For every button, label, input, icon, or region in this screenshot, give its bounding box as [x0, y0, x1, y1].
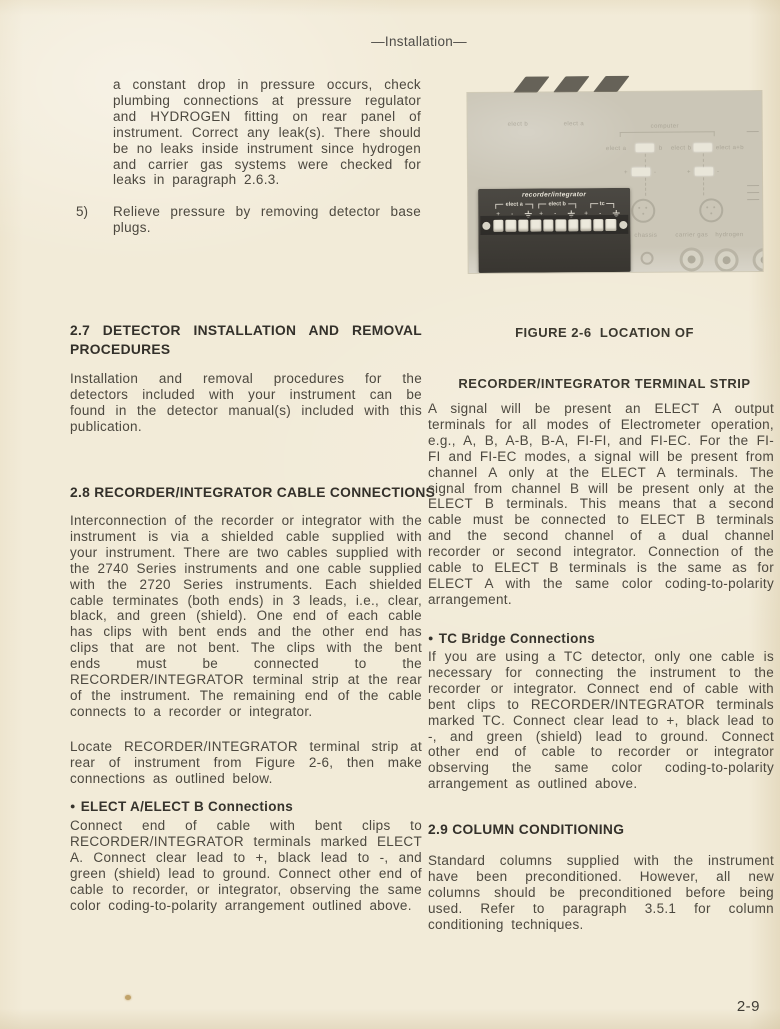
panel-dashed-line	[645, 154, 646, 168]
hydrogen-fitting-icon	[715, 248, 739, 272]
panel-label-hydrogen: hydrogen	[715, 232, 744, 239]
strip-group-label: elect a	[505, 201, 523, 208]
polarity-minus: -	[653, 169, 657, 176]
section-2-9-heading: 2.9 COLUMN CONDITIONING	[428, 822, 625, 837]
bullet-icon: ●	[70, 801, 76, 811]
strip-group-label: elect b	[548, 201, 566, 208]
tc-bridge-body: If you are using a TC detector, only one cable is necessary for connecting the instrument to the recorder or integrator. Connect end of cable with bent clips to RECORDER/INTEGRATOR terminals marked TC. Connect clear lead to +, black lead to -, and green (shield) lead to ground. Connect other end of cable to recorder or integrator observing the same color coding-to-polarity arrangement as outlined above.	[428, 649, 774, 792]
instrument-rear-panel	[467, 91, 762, 273]
slide-switch	[695, 167, 713, 175]
din-connector-icon	[699, 198, 723, 222]
tc-bridge-heading-label: TC Bridge Connections	[438, 631, 596, 646]
elect-connections-body: Connect end of cable with bent clips to RECORDER/INTEGRATOR terminals marked ELECT A. Connect clear lead to +, black lead to -, and green (shield) lead to ground. Connect other end of cable to recorder, or integrator, observing the same color coding-to-polarity arrangement outlined above.	[70, 818, 422, 913]
figure-caption-line2: RECORDER/INTEGRATOR TERMINAL STRIP	[458, 376, 751, 391]
section-2-9-body: Standard columns supplied with the instrument have been preconditioned. However, all new columns should be preconditioned before being used. Refer to paragraph 3.5.1 for column conditioning techniques.	[428, 853, 774, 932]
terminal-end-post-icon	[619, 220, 627, 228]
strip-plus: +	[584, 210, 589, 218]
panel-label-chassis: chassis	[634, 232, 658, 239]
section-2-8-body-2: Locate RECORDER/INTEGRATOR terminal strip at rear of instrument from Figure 2-6, then make connections as outlined below.	[70, 739, 422, 786]
din-connector-icon	[631, 199, 655, 223]
section-2-7-body: Installation and removal procedures for the detectors included with your instrument can be found in the detector manual(s) included with this publication.	[70, 371, 422, 434]
terminal-screw-icon	[518, 219, 529, 231]
panel-dashed-line	[703, 177, 704, 195]
paper-speck	[125, 995, 131, 1000]
chassis-connector-icon	[641, 252, 654, 265]
computer-bracket-line	[620, 131, 715, 137]
strip-minus: -	[511, 210, 514, 218]
terminal-screw-icon	[593, 219, 604, 231]
list-item-text: Relieve pressure by removing detector base plugs.	[113, 204, 421, 235]
list-item-5	[76, 204, 421, 236]
terminal-end-post-icon	[482, 221, 490, 229]
section-2-7-heading: 2.7 DETECTOR INSTALLATION AND REMOVAL PROCEDURES	[70, 323, 422, 357]
terminal-screw-icon	[580, 219, 591, 231]
panel-label-elect-ab: elect a+b	[715, 145, 744, 152]
panel-tab-mark-icon	[513, 76, 549, 92]
strip-title: recorder/integrator	[522, 191, 587, 199]
elect-connections-heading	[70, 799, 422, 814]
strip-plus: +	[496, 210, 501, 218]
paragraph-pressure-check: a constant drop in pressure occurs, check plumbing connections at pressure regulator and HYDROGEN fitting on rear panel of instrument. Correct any leak(s). There should be no leaks inside instrument since hydrogen and carrier gas systems were checked for leaks in paragraph 2.6.3.	[113, 77, 421, 188]
panel-label: elect b	[507, 121, 529, 128]
section-2-8-heading: 2.8 RECORDER/INTEGRATOR CABLE CONNECTIONS	[70, 485, 436, 500]
slide-switch	[636, 144, 654, 152]
panel-fine-print-mark	[747, 131, 759, 132]
panel-label-carrier-gas: carrier gas	[675, 232, 709, 239]
elect-connections-heading-label: ELECT A/ELECT B Connections	[80, 799, 294, 814]
strip-minus: -	[599, 210, 602, 218]
panel-label-elect-b: elect b	[670, 145, 692, 152]
polarity-plus: +	[623, 169, 628, 176]
figure-2-6-photo	[467, 77, 762, 273]
slide-switch	[694, 143, 712, 151]
terminal-screw-icon	[568, 219, 579, 231]
carrier-gas-fitting-icon	[680, 247, 704, 271]
page-header: —Installation—	[371, 34, 467, 49]
strip-group-label: tc	[599, 201, 605, 208]
panel-label: elect a	[563, 121, 585, 128]
panel-fine-print-mark	[747, 199, 759, 200]
panel-label-elect-a: elect a	[605, 145, 627, 153]
list-item-number: 5)	[76, 204, 89, 219]
panel-fine-print-mark	[747, 185, 759, 186]
panel-dashed-line	[703, 153, 704, 167]
panel-tab-mark-icon	[593, 76, 629, 92]
strip-minus: -	[554, 210, 557, 218]
bullet-icon: ●	[428, 633, 434, 643]
terminal-screw-icon	[530, 219, 541, 231]
polarity-minus: -	[716, 169, 720, 176]
terminal-screw-icon	[505, 219, 516, 231]
signal-paragraph: A signal will be present an ELECT A output terminals for all modes of Electrometer operation, e.g., A, B, A-B, B-A, FI-FI, and FI-EC. For the FI-FI and FI-EC modes, a signal will be present from channel A only at the ELECT A terminals. The signal from channel B will be present only at the ELECT B terminals. This means that a second cable must be connected to ELECT B terminals and the second channel of a dual channel recorder or second integrator. Connection of the cable to ELECT B terminals is the same as for ELECT A with the same color coding-to-polarity arrangement.	[428, 401, 774, 607]
terminal-screw-icon	[555, 219, 566, 231]
terminal-screw-row	[480, 215, 628, 235]
edge-fitting-icon	[753, 248, 763, 272]
terminal-screw-icon	[605, 218, 616, 230]
figure-caption-line1: FIGURE 2-6 LOCATION OF	[515, 325, 694, 340]
terminal-screw-icon	[493, 219, 504, 231]
tc-bridge-heading	[428, 631, 774, 646]
panel-fine-print-mark	[747, 192, 759, 193]
recorder-integrator-terminal-strip	[478, 188, 631, 273]
page-number: 2-9	[736, 998, 760, 1015]
polarity-plus: +	[686, 169, 691, 176]
section-2-8-body-1: Interconnection of the recorder or integrator with the instrument is via a shielded cable supplied with your instrument. There are two cables supplied with the 2740 Series instruments and one cable supplied with the 2720 Series instruments. Each shielded cable terminates (both ends) in 3 leads, i.e., clear, black, and green (shield). One end of each cable has clips with bent ends and the other end has clips that are not bent. The clips with the bent ends must be connected to the RECORDER/INTEGRATOR terminal strip at the rear of the instrument. The remaining end of the cable connects to a recorder or integrator.	[70, 513, 422, 719]
panel-label-b: b	[658, 145, 663, 152]
panel-dashed-line	[645, 178, 646, 196]
strip-plus: +	[539, 210, 544, 218]
slide-switch	[632, 168, 650, 176]
panel-label-computer: computer	[650, 123, 679, 130]
terminal-screw-icon	[543, 219, 554, 231]
panel-tab-mark-icon	[553, 76, 589, 92]
